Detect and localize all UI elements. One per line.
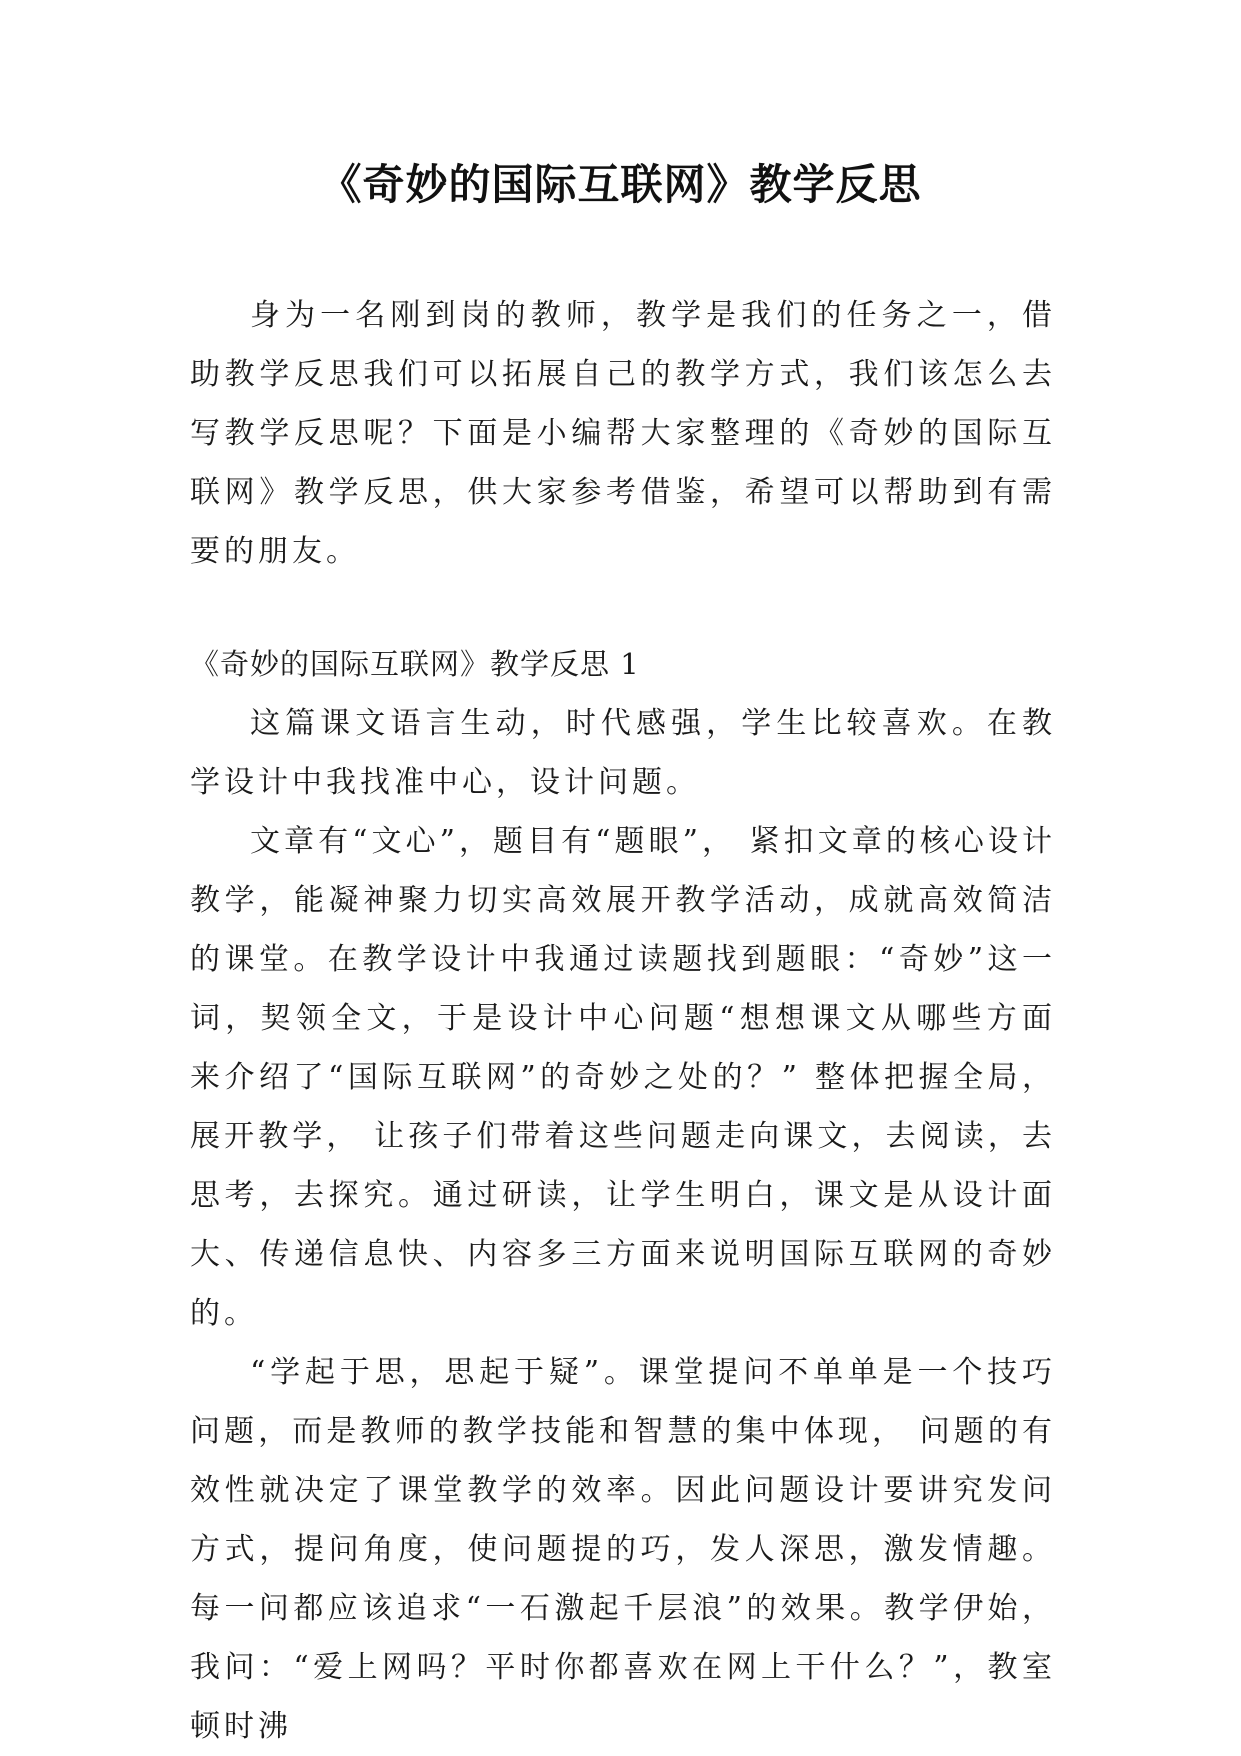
body-paragraph: 这篇课文语言生动，时代感强，学生比较喜欢。在教学设计中我找准中心，设计问题。	[190, 706, 1056, 800]
intro-paragraph: 身为一名刚到岗的教师，教学是我们的任务之一，借助教学反思我们可以拓展自己的教学方式，我们该怎么去写教学反思呢？下面是小编帮大家整理的《奇妙的国际互联网》教学反思，供大家参考借鉴，希望可以帮助到有需要的朋友。	[190, 298, 1056, 569]
body-paragraph: 文章有“文心”，题目有“题眼”， 紧扣文章的核心设计教学，能凝神聚力切实高效展开教学活动，成就高效简洁的课堂。在教学设计中我通过读题找到题眼：“奇妙”这一词，契领全文，于是设计中心问题“想想课文从哪些方面来介绍了“国际互联网”的奇妙之处的？” 整体把握全局，展开教学， 让孩子们带着这些问题走向课文，去阅读，去思考，去探究。通过研读，让学生明白，课文是从设计面大、传递信息快、内容多三方面来说明国际互联网的奇妙的。	[190, 824, 1056, 1331]
body-paragraph: “学起于思，思起于疑”。课堂提问不单单是一个技巧问题，而是教师的教学技能和智慧的集中体现， 问题的有效性就决定了课堂教学的效率。因此问题设计要讲究发问方式，提问角度，使问题提的巧，发人深思，激发情趣。每一问都应该追求“一石激起千层浪”的效果。教学伊始，我问：“爱上网吗？平时你都喜欢在网上干什么？”，教室顿时沸	[190, 1355, 1056, 1744]
document-title: 《奇妙的国际互联网》教学反思	[319, 160, 922, 209]
document-body	[190, 286, 1056, 1756]
section-heading: 《奇妙的国际互联网》教学反思 1	[190, 647, 640, 681]
